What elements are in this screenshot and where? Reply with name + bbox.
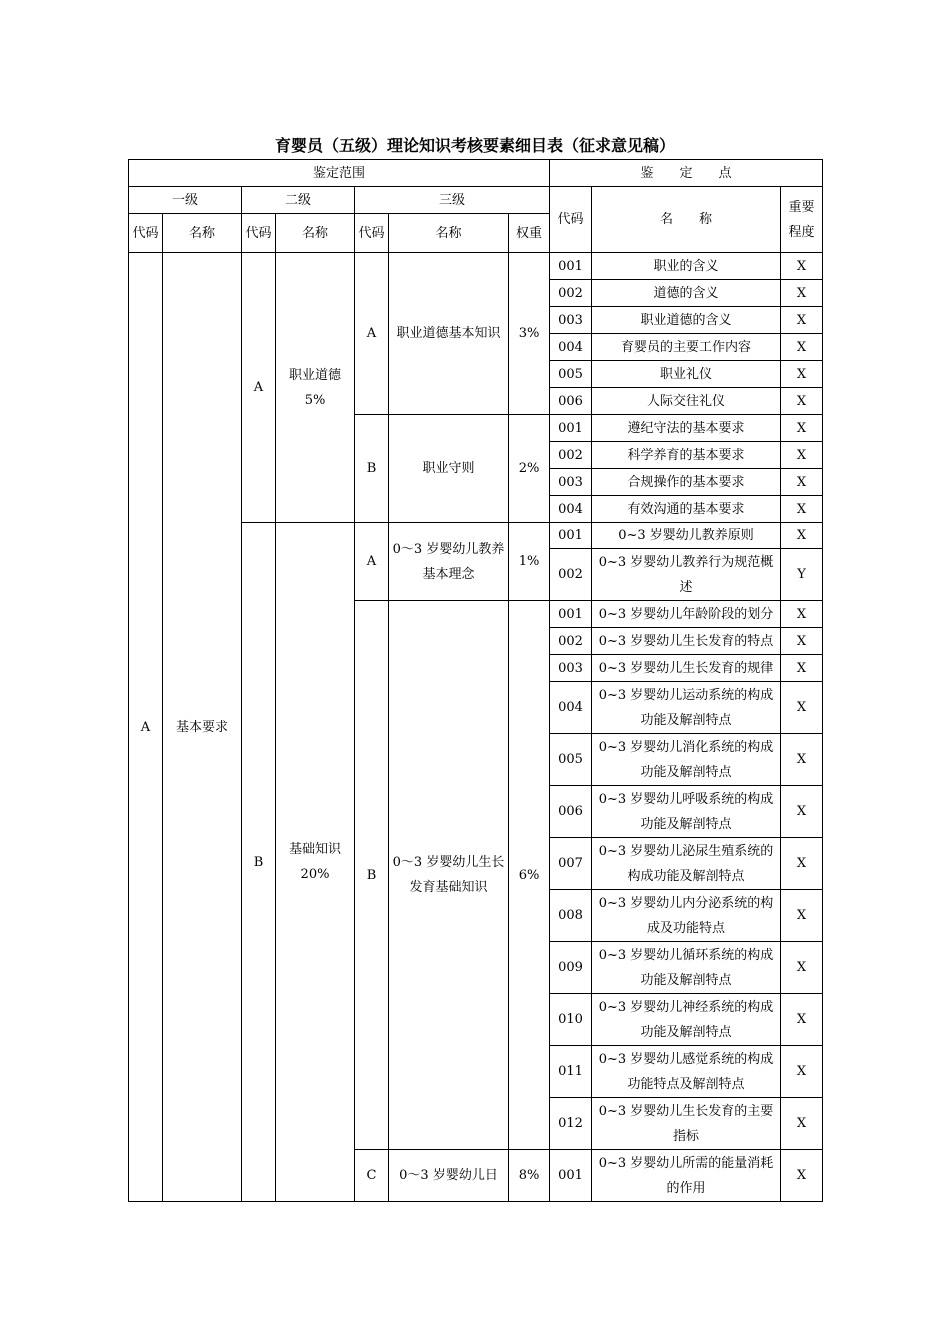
point-code: 005 <box>550 361 592 388</box>
point-code: 001 <box>550 1150 592 1202</box>
point-name: 有效沟通的基本要求 <box>592 496 781 523</box>
point-name: 0~3 岁婴幼儿循环系统的构成功能及解剖特点 <box>592 942 781 994</box>
point-name: 0~3 岁婴幼儿内分泌系统的构成及功能特点 <box>592 890 781 942</box>
point-name: 遵纪守法的基本要求 <box>592 415 781 442</box>
point-level: X <box>781 334 823 361</box>
point-level: X <box>781 601 823 628</box>
l3-weight: 2% <box>509 415 550 523</box>
l3-weight: 3% <box>509 253 550 415</box>
l2-name: 基础知识 20% <box>276 523 355 1202</box>
l3-name: 0～3 岁婴幼儿生长发育基础知识 <box>389 601 509 1150</box>
point-code: 004 <box>550 334 592 361</box>
point-name: 0~3 岁婴幼儿神经系统的构成功能及解剖特点 <box>592 994 781 1046</box>
header-level3: 三级 <box>355 187 550 214</box>
point-level: X <box>781 942 823 994</box>
point-level: X <box>781 1150 823 1202</box>
header-l3-weight: 权重 <box>509 214 550 253</box>
point-level: X <box>781 496 823 523</box>
point-level: X <box>781 682 823 734</box>
header-l3-name: 名称 <box>389 214 509 253</box>
point-name: 0~3 岁婴幼儿运动系统的构成功能及解剖特点 <box>592 682 781 734</box>
point-level: X <box>781 280 823 307</box>
point-level: X <box>781 1046 823 1098</box>
point-code: 008 <box>550 890 592 942</box>
point-name: 合规操作的基本要求 <box>592 469 781 496</box>
point-name: 0~3 岁婴幼儿呼吸系统的构成功能及解剖特点 <box>592 786 781 838</box>
point-level: X <box>781 838 823 890</box>
point-name: 0~3 岁婴幼儿感觉系统的构成功能特点及解剖特点 <box>592 1046 781 1098</box>
l3-name: 0～3 岁婴幼儿日 <box>389 1150 509 1202</box>
l2-code: A <box>242 253 276 523</box>
l3-weight: 1% <box>509 523 550 601</box>
point-code: 001 <box>550 523 592 549</box>
point-code: 005 <box>550 734 592 786</box>
l3-code: A <box>355 523 389 601</box>
l2-name: 职业道德 5% <box>276 253 355 523</box>
point-level: X <box>781 786 823 838</box>
point-name: 0~3 岁婴幼儿所需的能量消耗的作用 <box>592 1150 781 1202</box>
point-level: X <box>781 994 823 1046</box>
header-l3-code: 代码 <box>355 214 389 253</box>
point-name: 0~3 岁婴幼儿消化系统的构成功能及解剖特点 <box>592 734 781 786</box>
point-code: 001 <box>550 601 592 628</box>
point-name: 0~3 岁婴幼儿年龄阶段的划分 <box>592 601 781 628</box>
point-code: 004 <box>550 496 592 523</box>
l3-code: B <box>355 415 389 523</box>
point-name: 0~3 岁婴幼儿生长发育的主要指标 <box>592 1098 781 1150</box>
l1-name: 基本要求 <box>163 253 242 1202</box>
header-level2: 二级 <box>242 187 355 214</box>
point-name: 职业的含义 <box>592 253 781 280</box>
point-name: 职业道德的含义 <box>592 307 781 334</box>
point-code: 010 <box>550 994 592 1046</box>
page-title: 育婴员（五级）理论知识考核要素细目表（征求意见稿） <box>274 136 675 155</box>
assessment-table <box>128 159 823 1202</box>
point-name: 育婴员的主要工作内容 <box>592 334 781 361</box>
point-name: 人际交往礼仪 <box>592 388 781 415</box>
point-code: 002 <box>550 549 592 601</box>
point-level: X <box>781 523 823 549</box>
header-l1-code: 代码 <box>129 214 163 253</box>
point-code: 011 <box>550 1046 592 1098</box>
l3-name: 0～3 岁婴幼儿教养基本理念 <box>389 523 509 601</box>
point-code: 002 <box>550 628 592 655</box>
point-level: X <box>781 1098 823 1150</box>
l3-weight: 6% <box>509 601 550 1150</box>
l3-code: B <box>355 601 389 1150</box>
point-name: 0~3 岁婴幼儿教养行为规范概述 <box>592 549 781 601</box>
point-level: X <box>781 415 823 442</box>
point-level: X <box>781 307 823 334</box>
header-importance: 重要程度 <box>781 187 823 253</box>
header-l2-code: 代码 <box>242 214 276 253</box>
point-level: X <box>781 253 823 280</box>
point-level: X <box>781 734 823 786</box>
l3-name: 职业道德基本知识 <box>389 253 509 415</box>
point-name: 0~3 岁婴幼儿生长发育的特点 <box>592 628 781 655</box>
point-level: X <box>781 388 823 415</box>
point-name: 科学养育的基本要求 <box>592 442 781 469</box>
header-points-code: 代码 <box>550 187 592 253</box>
header-l2-name: 名称 <box>276 214 355 253</box>
point-code: 001 <box>550 253 592 280</box>
point-name: 0~3 岁婴幼儿生长发育的规律 <box>592 655 781 682</box>
point-level: X <box>781 361 823 388</box>
point-level: Y <box>781 549 823 601</box>
point-code: 004 <box>550 682 592 734</box>
point-code: 001 <box>550 415 592 442</box>
point-name: 0~3 岁婴幼儿泌尿生殖系统的构成功能及解剖特点 <box>592 838 781 890</box>
point-level: X <box>781 890 823 942</box>
header-scope: 鉴定范围 <box>129 160 550 187</box>
point-code: 006 <box>550 388 592 415</box>
header-points: 鉴 定 点 <box>550 160 823 187</box>
point-code: 002 <box>550 442 592 469</box>
point-code: 003 <box>550 655 592 682</box>
point-name: 道德的含义 <box>592 280 781 307</box>
point-code: 003 <box>550 469 592 496</box>
point-name: 职业礼仪 <box>592 361 781 388</box>
point-level: X <box>781 655 823 682</box>
l2-code: B <box>242 523 276 1202</box>
point-level: X <box>781 628 823 655</box>
point-code: 012 <box>550 1098 592 1150</box>
header-level1: 一级 <box>129 187 242 214</box>
point-name: 0~3 岁婴幼儿教养原则 <box>592 523 781 549</box>
l3-weight: 8% <box>509 1150 550 1202</box>
l3-name: 职业守则 <box>389 415 509 523</box>
point-level: X <box>781 469 823 496</box>
point-code: 003 <box>550 307 592 334</box>
point-code: 009 <box>550 942 592 994</box>
l3-code: A <box>355 253 389 415</box>
l1-code: A <box>129 253 163 1202</box>
header-l1-name: 名称 <box>163 214 242 253</box>
point-level: X <box>781 442 823 469</box>
point-code: 006 <box>550 786 592 838</box>
point-code: 002 <box>550 280 592 307</box>
header-points-name: 名 称 <box>592 187 781 253</box>
l3-code: C <box>355 1150 389 1202</box>
point-code: 007 <box>550 838 592 890</box>
